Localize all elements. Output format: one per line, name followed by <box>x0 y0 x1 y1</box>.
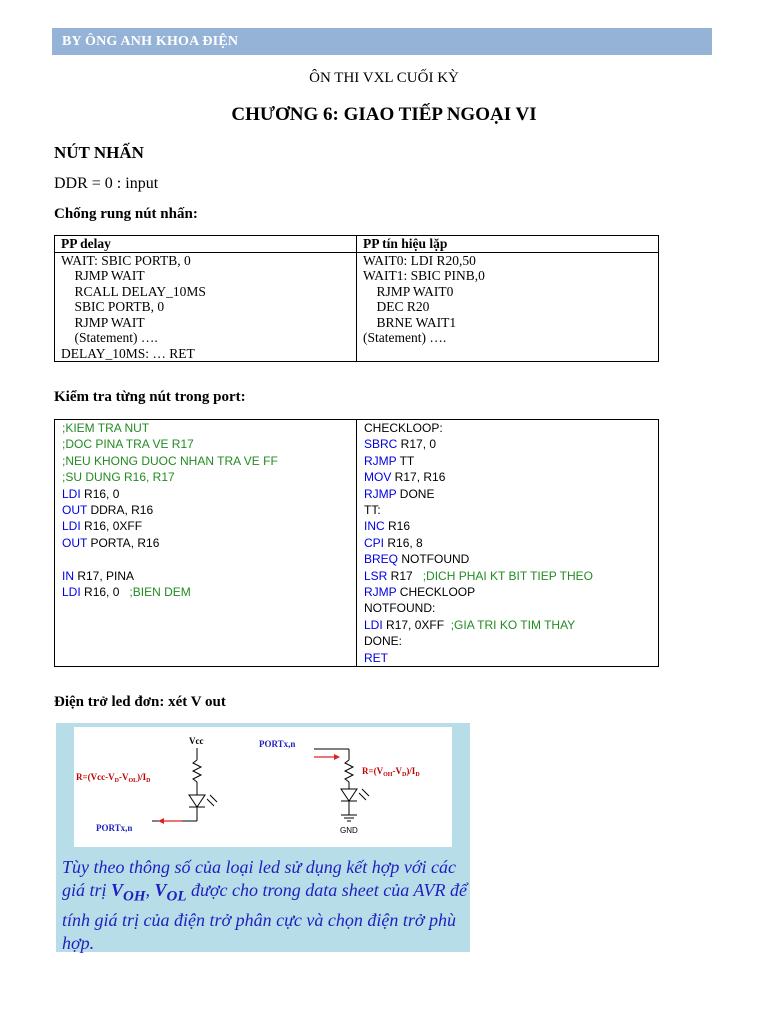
code-line: DELAY_10MS: … RET <box>61 345 195 361</box>
debounce-col2-body <box>357 252 659 362</box>
port-check-code-table <box>54 419 659 667</box>
code-line: ;DOC PINA TRA VE R17 <box>62 437 194 452</box>
section-heading-debounce: Chống rung nút nhấn: <box>54 206 198 222</box>
code-line: RET <box>364 650 388 665</box>
ddr-line: DDR = 0 : input <box>54 175 159 192</box>
code-line: LDI R16, 0XFF <box>62 519 143 534</box>
code-line: INC R16 <box>364 519 411 534</box>
led-diode-icon <box>341 789 357 801</box>
right-circuit <box>259 739 420 835</box>
code-line: RJMP WAIT <box>61 314 145 330</box>
section-heading-button: NÚT NHẤN <box>54 143 144 162</box>
code-line: CPI R16, 8 <box>364 535 423 550</box>
code-line: SBIC PORTB, 0 <box>61 299 165 314</box>
code-line: NOTFOUND: <box>364 601 436 616</box>
document-subtitle: ÔN THI VXL CUỐI KỲ <box>309 70 459 86</box>
code-line: LDI R17, 0XFF ;GIA TRI KO TIM THAY <box>364 617 576 632</box>
resistor-icon <box>345 760 353 782</box>
svg-text:R=(VOH-VD)/ID: $R=(V_{OH}-V_D)/I_D$ <box>362 766 420 778</box>
code-line: ;SU DUNG R16, R17 <box>62 470 175 485</box>
code-line: OUT PORTA, R16 <box>62 535 160 550</box>
code-line: IN R17, PINA <box>62 568 135 583</box>
header-bar <box>52 28 712 55</box>
code-line: DONE: <box>364 634 403 649</box>
resistor-icon <box>193 760 201 782</box>
led-resistor-panel <box>56 723 470 952</box>
code-line: ;NEU KHONG DUOC NHAN TRA VE FF <box>62 453 278 468</box>
code-line: ;KIEM TRA NUT <box>62 421 150 435</box>
left-circuit <box>76 736 217 833</box>
code-line: RJMP TT <box>364 453 415 468</box>
code-line: (Statement) …. <box>363 330 447 345</box>
led-diode-icon <box>189 795 205 807</box>
svg-text:R=(Vcc-VD-VOL)/ID: $R=(Vcc-V_D-V_{OL})/I_D$ <box>76 772 151 784</box>
code-line: WAIT: SBIC PORTB, 0 <box>61 252 191 268</box>
code-line: CHECKLOOP: <box>364 421 443 435</box>
code-line: RJMP WAIT <box>61 268 145 283</box>
code-line <box>62 551 349 567</box>
gnd-label: GND <box>340 826 358 835</box>
header-text: BY ÔNG ANH KHOA ĐIỆN <box>62 34 239 49</box>
code-line: LDI R16, 0 <box>62 486 120 501</box>
code-line: RJMP DONE <box>364 486 435 501</box>
port-right-label: PORTx,n <box>259 739 296 749</box>
code-line: RCALL DELAY_10MS <box>61 283 206 299</box>
debounce-col1-body <box>55 252 357 362</box>
debounce-table <box>54 235 659 362</box>
code-line: MOV R17, R16 <box>364 470 446 485</box>
code-line: RJMP CHECKLOOP <box>364 585 476 600</box>
led-note-text: Tùy theo thông số của loại led sử dụng kết hợp với các giá trị $V_{OH}$, $V_{OL}$ được cho trong data sheet của AVR để tính giá trị của điện trở phân cực và chọn điện trở phù hợp. <box>62 857 468 953</box>
led-schematic <box>74 727 452 847</box>
code-line: LSR R17 ;DICH PHAI KT BIT TIEP THEO <box>364 568 593 583</box>
code-line: OUT DDRA, R16 <box>62 503 154 518</box>
chapter-title: CHƯƠNG 6: GIAO TIẾP NGOẠI VI <box>231 104 537 125</box>
code-line: TT: <box>364 503 381 518</box>
code-line: WAIT0: LDI R20,50 <box>363 252 476 268</box>
code-line: SBRC R17, 0 <box>364 437 437 452</box>
section-heading-led: Điện trở led đơn: xét V out <box>54 694 226 710</box>
debounce-col2-header: PP tín hiệu lặp <box>357 236 659 253</box>
code-left-column <box>55 420 357 667</box>
code-line: LDI R16, 0 ;BIEN DEM <box>62 585 191 600</box>
debounce-col1-header: PP delay <box>55 236 357 253</box>
port-left-label: PORTx,n <box>96 823 133 833</box>
code-line: RJMP WAIT0 <box>363 283 454 299</box>
code-line: BREQ NOTFOUND <box>364 552 470 567</box>
section-heading-check-port: Kiểm tra từng nút trong port: <box>54 389 246 405</box>
code-line: BRNE WAIT1 <box>363 314 457 330</box>
code-line: WAIT1: SBIC PINB,0 <box>363 268 485 283</box>
code-right-column <box>357 420 659 667</box>
code-line: (Statement) …. <box>61 330 158 345</box>
code-line: DEC R20 <box>363 299 430 314</box>
vcc-label: Vcc <box>189 736 204 746</box>
